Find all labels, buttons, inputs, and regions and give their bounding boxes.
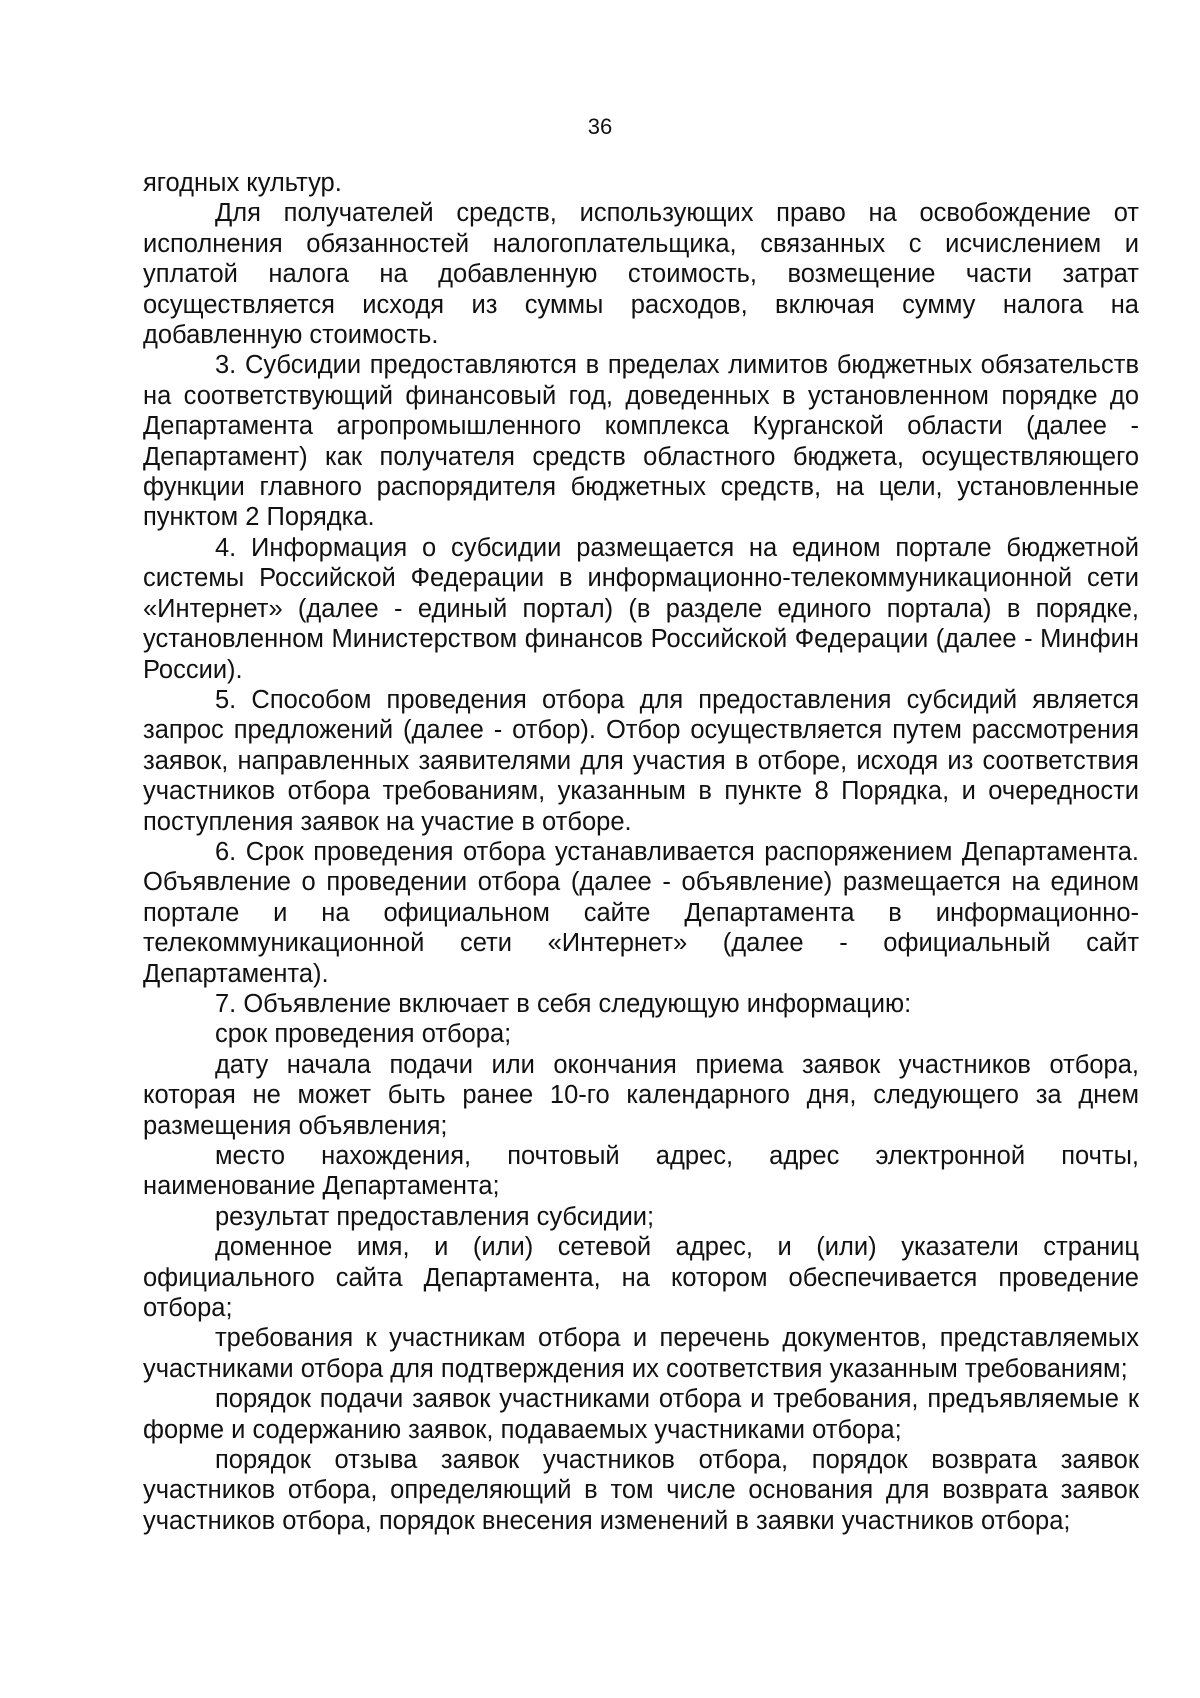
paragraph-11: доменное имя, и (или) сетевой адрес, и (или) указатели страниц официального сайта Департамента, на котором обеспечивается проведение отбора;	[143, 1233, 1139, 1323]
paragraph-10: результат предоставления субсидии;	[215, 1202, 655, 1231]
paragraph-2: 3. Субсидии предоставляются в пределах лимитов бюджетных обязательств на соответствующий финансовый год, доведенных в установленном порядке до Департамента агропромышленного комплекса Курганской области (далее - Департамент) как получателя средств областного бюджета, осуществляющего функции главного распорядителя бюджетных средств, на цели, установленные пунктом 2 Порядка.	[143, 351, 1139, 532]
paragraph-12: требования к участникам отбора и перечень документов, представляемых участниками отбора для подтверждения их соответствия указанным требованиям;	[143, 1324, 1139, 1383]
paragraph-8: дату начала подачи или окончания приема заявок участников отбора, которая не может быть ранее 10-го календарного дня, следующего за днем размещения объявления;	[143, 1050, 1139, 1140]
paragraph-13: порядок подачи заявок участниками отбора и требования, предъявляемые к форме и содержанию заявок, подаваемых участниками отбора;	[143, 1385, 1139, 1444]
paragraph-0: ягодных культур.	[143, 169, 342, 197]
paragraph-14: порядок отзыва заявок участников отбора, порядок возврата заявок участников отбора, определяющий в том числе основания для возврата заявок участников отбора, порядок внесения изменений в заявки участников отбора;	[143, 1446, 1139, 1535]
paragraph-6: 7. Объявление включает в себя следующую информацию:	[215, 989, 912, 1018]
page-number: 36	[587, 114, 613, 139]
paragraph-1: Для получателей средств, использующих право на освобождение от исполнения обязанностей налогоплательщика, связанных с исчислением и уплатой налога на добавленную стоимость, возмещение части затрат осуществляется исходя из суммы расходов, включая сумму налога на добавленную стоимость.	[143, 199, 1139, 350]
document-body	[143, 168, 1139, 1536]
paragraph-3: 4. Информация о субсидии размещается на едином портале бюджетной системы Российской Федерации в информационно-телекоммуникационной сети «Интернет» (далее - единый портал) (в разделе единого портала) в порядке, установленном Министерством финансов Российской Федерации (далее - Минфин России).	[143, 533, 1139, 684]
paragraph-5: 6. Срок проведения отбора устанавливается распоряжением Департамента. Объявление о проведении отбора (далее - объявление) размещается на едином портале и на официальном сайте Департамента в информационно-телекоммуникационной сети «Интернет» (далее - официальный сайт Департамента).	[143, 837, 1139, 988]
paragraph-9: место нахождения, почтовый адрес, адрес электронной почты, наименование Департамента;	[143, 1142, 1139, 1201]
paragraph-4: 5. Способом проведения отбора для предоставления субсидий является запрос предложений (далее - отбор). Отбор осуществляется путем рассмотрения заявок, направленных заявителями для участия в отборе, исходя из соответствия участников отбора требованиям, указанным в пункте 8 Порядка, и очередности поступления заявок на участие в отборе.	[143, 685, 1139, 836]
paragraph-7: срок проведения отбора;	[215, 1020, 512, 1049]
